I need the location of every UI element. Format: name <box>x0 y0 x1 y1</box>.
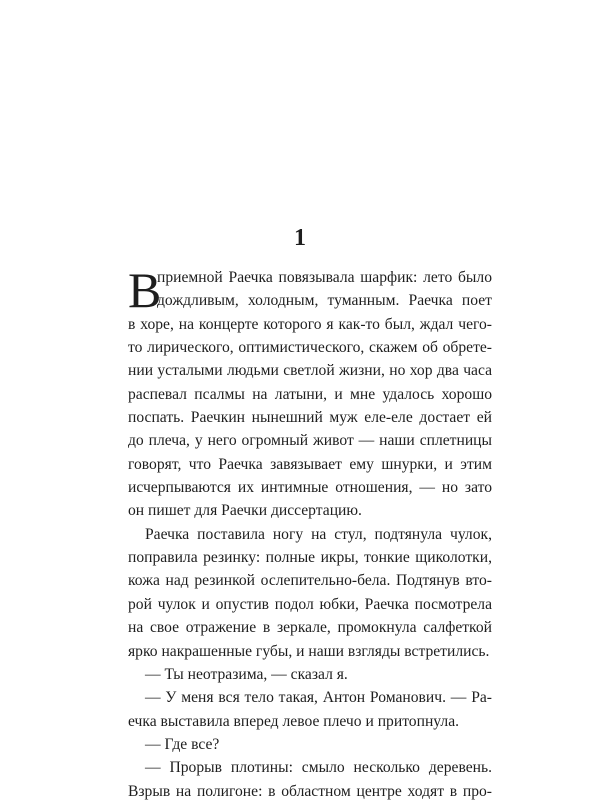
text-line: рой чулок и опустив подол юбки, Раечка посмотрела <box>128 595 492 613</box>
text-line: распевал псалмы на латыни, и мне удалось хорошо <box>128 385 492 403</box>
text-line: — Где все? <box>145 735 220 753</box>
text-line: Раечка поставила ногу на стул, подтянула чулок, <box>145 525 492 543</box>
text-line: исчерпываются их интимные отношения, — но зато <box>128 479 492 497</box>
drop-cap: В <box>128 262 162 318</box>
text-line: поправила резинку: полные икры, тонкие щиколотки, <box>128 549 492 567</box>
text-line: — Ты неотразима, — сказал я. <box>145 665 348 683</box>
text-line: до плеча, у него огромный живот — наши сплетницы <box>128 432 492 450</box>
body-text <box>128 262 492 803</box>
text-line-content: приемной Раечка повязывала шарфик: лето было <box>157 269 492 286</box>
text-line: в хоре, на концерте которого я как-то был, ждал чего- <box>128 315 492 333</box>
text-line: кожа над резинкой ослепительно-бела. Подтянув вто- <box>128 572 492 590</box>
text-line: ечка выставила вперед левое плечо и притопнула. <box>128 712 460 730</box>
text-line: — Прорыв плотины: смыло несколько деревень. <box>145 759 492 777</box>
text-line: поспать. Раечкин нынешний муж еле-еле достает ей <box>128 409 492 427</box>
text-line: нии усталыми людьми светлой жизни, но хор два часа <box>128 362 492 380</box>
text-line: на свое отражение в зеркале, промокнула салфеткой <box>128 619 492 637</box>
text-line: говорят, что Раечка завязывает ему шнурки, и этим <box>128 455 492 473</box>
text-line: дождливым, холодным, туманным. Раечка поет <box>157 292 492 310</box>
text-line: он пишет для Раечки диссертацию. <box>128 502 362 520</box>
chapter-number: 1 <box>294 225 306 251</box>
text-line: ярко накрашенные губы, и наши взгляды встретились. <box>128 642 490 660</box>
text-line: — У меня вся тело такая, Антон Романович. — Ра- <box>145 689 492 707</box>
text-line: Взрыв на полигоне: в областном центре ходят в про- <box>128 782 492 800</box>
text-line: то лирического, оптимистического, скажем об обрете- <box>128 339 492 357</box>
